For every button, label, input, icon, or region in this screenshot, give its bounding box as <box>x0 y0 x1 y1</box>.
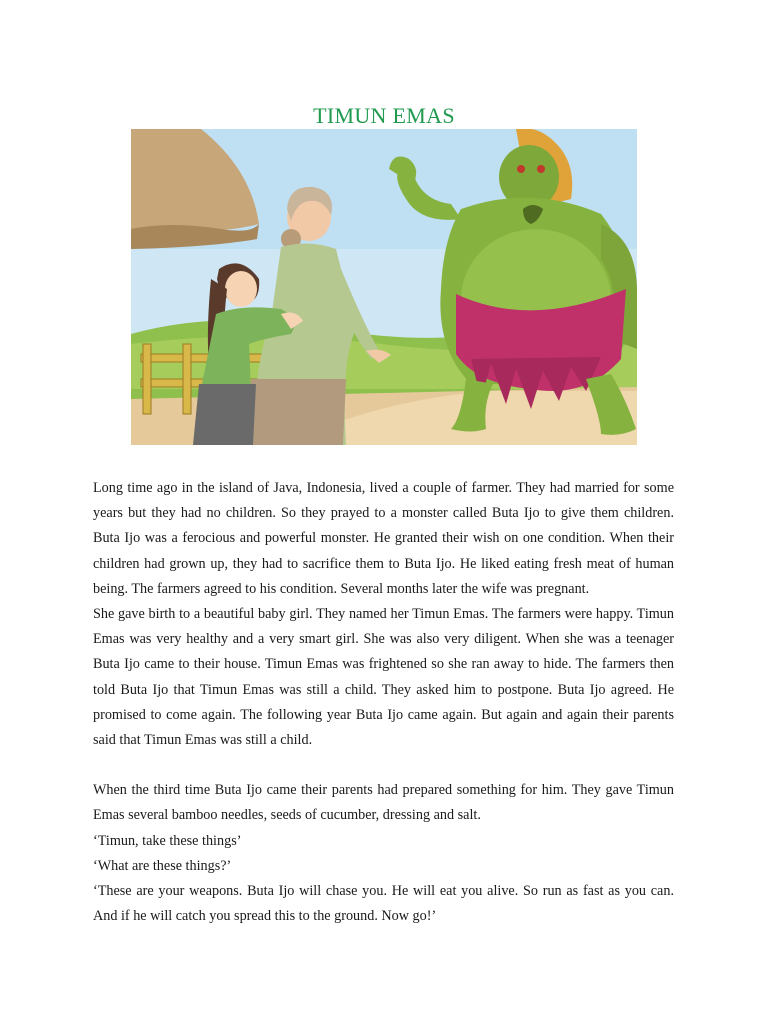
story-paragraph: Long time ago in the island of Java, Indonesia, lived a couple of farmer. They had married for some years but they had no children. So they prayed to a monster called Buta Ijo to give them children. Buta Ijo was a ferocious and powerful monster. He granted their wish on one condition. When their children had grown up, they had to sacrifice them to Buta Ijo. He liked eating fresh meat of human being. The farmers agreed to his condition. Several months later the wife was pregnant. <box>93 480 674 597</box>
dialogue-line: ‘What are these things?’ <box>93 857 232 874</box>
story-illustration <box>131 129 637 445</box>
story-paragraph: She gave birth to a beautiful baby girl. They named her Timun Emas. The farmers were happy. Timun Emas was very healthy and a very smart girl. She was also very diligent. When she was a teenager Buta Ijo came to their house. Timun Emas was frightened so she ran away to hide. The farmers then told Buta Ijo that Timun Emas was still a child. They asked him to postpone. Buta Ijo agreed. He promised to come again. The following year Buta Ijo came again. But again and again their parents said that Timun Emas was still a child. <box>93 606 674 749</box>
story-illustration-icon <box>131 129 637 445</box>
page-title: TIMUN EMAS <box>313 102 455 128</box>
dialogue-line: ‘Timun, take these things’ <box>93 832 242 849</box>
dialogue-line: ‘These are your weapons. Buta Ijo will chase you. He will eat you alive. So run as fast as you can. And if he will catch you spread this to the ground. Now go!’ <box>93 883 674 925</box>
story-paragraph: When the third time Buta Ijo came their parents had prepared something for him. They gave Timun Emas several bamboo needles, seeds of cucumber, dressing and salt. <box>93 782 674 824</box>
story-body <box>93 476 674 929</box>
